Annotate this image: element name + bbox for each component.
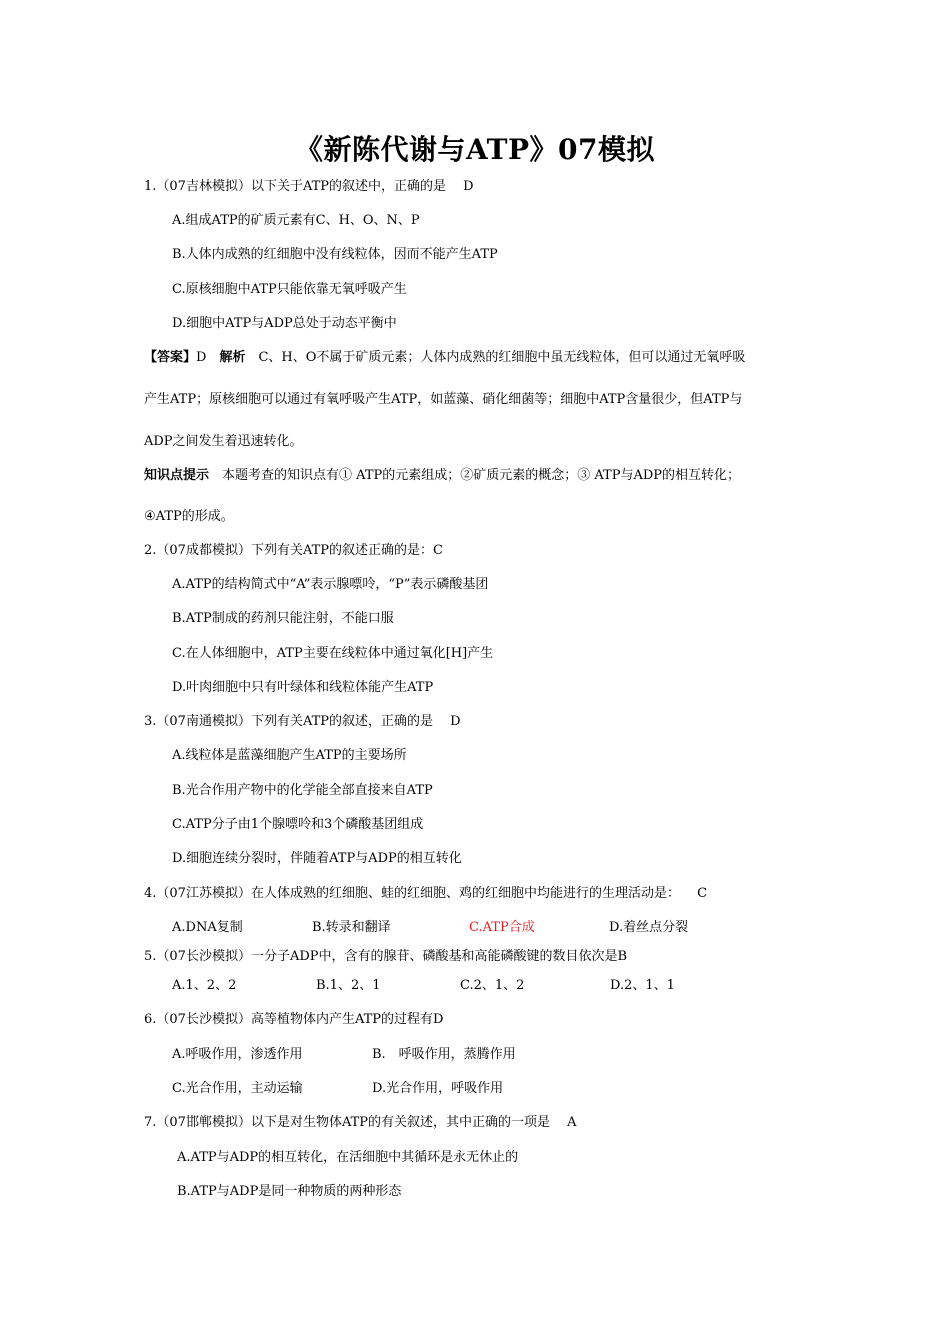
hint-text-line-1: 本题考查的知识点有① ATP的元素组成；②矿质元素的概念；③ ATP与ADP的相互转化； [209, 468, 741, 483]
question-7-option-b: B.ATP与ADP是同一种物质的两种形态 [177, 1184, 402, 1199]
question-5-options [0, 977, 950, 995]
question-2-option-d: D.叶肉细胞中只有叶绿体和线粒体能产生ATP [172, 680, 434, 695]
question-3-option-d: D.细胞连续分裂时，伴随着ATP与ADP的相互转化 [172, 851, 462, 866]
question-6-option-d: D.光合作用，呼吸作用 [372, 1081, 504, 1096]
question-1-answer [144, 349, 745, 367]
question-6-option-a: A.呼吸作用，渗透作用 [172, 1047, 303, 1062]
question-4-stem: 4.（07江苏模拟）在人体成熟的红细胞、蛙的红细胞、鸡的红细胞中均能进行的生理活动是： C [144, 886, 708, 901]
question-2-option-b: B.ATP制成的药剂只能注射，不能口服 [172, 611, 394, 626]
question-7-option-a: A.ATP与ADP的相互转化，在活细胞中其循环是永无休止的 [177, 1150, 519, 1165]
question-5-option-c: C.2、1、2 [460, 978, 525, 993]
question-3-option-a: A.线粒体是蓝藻细胞产生ATP的主要场所 [172, 748, 407, 763]
question-5-option-d: D.2、1、1 [610, 978, 675, 993]
hint-text-line-2: ④ATP的形成。 [144, 509, 234, 524]
analysis-text-line-2: 产生ATP；原核细胞可以通过有氧呼吸产生ATP，如蓝藻、硝化细菌等；细胞中ATP含量很少，但ATP与 [144, 392, 743, 407]
question-5-stem: 5.（07长沙模拟）一分子ADP中，含有的腺苷、磷酸基和高能磷酸键的数目依次是B [144, 949, 628, 964]
answer-value: D [196, 350, 220, 365]
question-6-option-c: C.光合作用，主动运输 [172, 1081, 303, 1096]
question-3-option-b: B.光合作用产物中的化学能全部直接来自ATP [172, 783, 433, 798]
analysis-label: 解析 [219, 350, 246, 365]
question-4-option-d: D.着丝点分裂 [609, 920, 689, 935]
question-6-options-row-1 [0, 1046, 950, 1064]
page-title: 《新陈代谢与ATP》07模拟 [294, 133, 656, 166]
hint-label: 知识点提示 [144, 468, 210, 483]
knowledge-hint [144, 467, 740, 485]
question-4-option-c: C.ATP合成 [469, 920, 535, 935]
question-2-option-a: A.ATP的结构简式中“A”表示腺嘌呤，“P”表示磷酸基团 [172, 577, 489, 592]
question-1-stem: 1.（07吉林模拟）以下关于ATP的叙述中，正确的是 D [144, 179, 474, 194]
analysis-text-line-1: C、H、O不属于矿质元素；人体内成熟的红细胞中虽无线粒体，但可以通过无氧呼吸 [245, 350, 746, 365]
question-2-stem: 2.（07成都模拟）下列有关ATP的叙述正确的是：C [144, 543, 443, 558]
analysis-text-line-3: ADP之间发生着迅速转化。 [144, 434, 303, 449]
question-4-option-b: B.转录和翻译 [312, 920, 391, 935]
question-6-options-row-2 [0, 1080, 950, 1098]
question-5-option-a: A.1、2、2 [172, 978, 237, 993]
question-5-option-b: B.1、2、1 [316, 978, 381, 993]
question-1-option-d: D.细胞中ATP与ADP总处于动态平衡中 [172, 316, 397, 331]
answer-label: 【答案】 [144, 350, 197, 365]
question-4-option-a: A.DNA复制 [172, 920, 243, 935]
question-3-stem: 3.（07南通模拟）下列有关ATP的叙述，正确的是 D [144, 714, 461, 729]
question-3-option-c: C.ATP分子由1个腺嘌呤和3个磷酸基团组成 [172, 817, 424, 832]
question-7-stem: 7.（07邯郸模拟）以下是对生物体ATP的有关叙述，其中正确的一项是 A [144, 1115, 577, 1130]
question-2-option-c: C.在人体细胞中，ATP主要在线粒体中通过氧化[H]产生 [172, 646, 494, 661]
question-1-option-c: C.原核细胞中ATP只能依靠无氧呼吸产生 [172, 282, 407, 297]
question-1-option-b: B.人体内成熟的红细胞中没有线粒体，因而不能产生ATP [172, 247, 498, 262]
question-1-option-a: A.组成ATP的矿质元素有C、H、O、N、P [172, 213, 420, 228]
question-6-option-b: B. 呼吸作用，蒸腾作用 [372, 1047, 516, 1062]
question-4-options [0, 919, 950, 937]
question-6-stem: 6.（07长沙模拟）高等植物体内产生ATP的过程有D [144, 1012, 444, 1027]
